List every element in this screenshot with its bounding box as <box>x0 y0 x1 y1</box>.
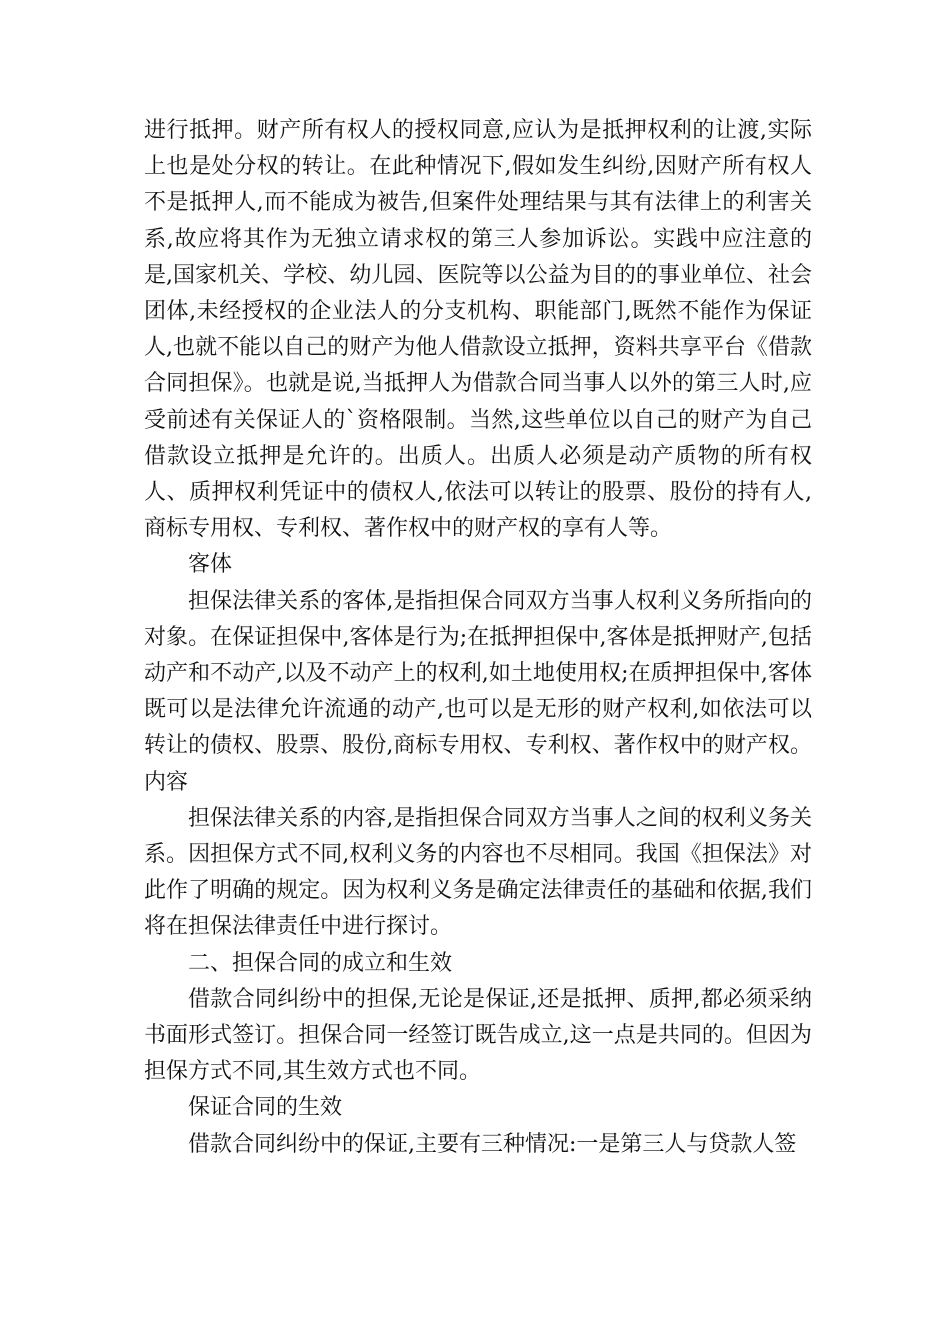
document-page <box>144 113 812 1163</box>
paragraph-object: 担保法律关系的客体,是指担保合同双方当事人权利义务所指向的对象。在保证担保中,客体是行为;在抵押担保中,客体是抵押财产,包括动产和不动产,以及不动产上的权利,如土地使用权;在质押担保中,客体既可以是法律允许流通的动产,也可以是无形的财产权利,如依法可以转让的债权、股票、股份,商标专用权、专利权、著作权中的财产权。 内容 <box>144 588 812 795</box>
heading-guarantee-effect: 保证合同的生效 <box>188 1095 343 1121</box>
paragraph-guarantee: 借款合同纠纷中的保证,主要有三种情况:一是第三人与贷款人签 <box>188 1131 797 1157</box>
heading-section-2: 二、担保合同的成立和生效 <box>188 950 453 976</box>
paragraph-intro: 进行抵押。财产所有权人的授权同意,应认为是抵押权利的让渡,实际上也是处分权的转让。在此种情况下,假如发生纠纷,因财产所有权人不是抵押人,而不能成为被告,但案件处理结果与其有法律上的利害关系,故应将其作为无独立请求权的第三人参加诉讼。实践中应注意的是,国家机关、学校、幼儿园、医院等以公益为目的的事业单位、社会团体,未经授权的企业法人的分支机构、职能部门,既然不能作为保证人,也就不能以自己的财产为他人借款设立抵押，资料共享平台《借款合同担保》。也就是说,当抵押人为借款合同当事人以外的第三人时,应受前述有关保证人的`资格限制。当然,这些单位以自己的财产为自己借款设立抵押是允许的。出质人。出质人必须是动产质物的所有权人、质押权利凭证中的债权人,依法可以转让的股票、股份的持有人,商标专用权、专利权、著作权中的财产权的享有人等。 <box>144 118 812 542</box>
paragraph-content: 担保法律关系的内容,是指担保合同双方当事人之间的权利义务关系。因担保方式不同,权利义务的内容也不尽相同。我国《担保法》对此作了明确的规定。因为权利义务是确定法律责任的基础和依据,我们将在担保法律责任中进行探讨。 <box>144 805 812 940</box>
heading-object: 客体 <box>188 552 233 578</box>
paragraph-formation: 借款合同纠纷中的担保,无论是保证,还是抵押、质押,都必须采纳书面形式签订。担保合同一经签订既告成立,这一点是共同的。但因为担保方式不同,其生效方式也不同。 <box>144 986 812 1085</box>
